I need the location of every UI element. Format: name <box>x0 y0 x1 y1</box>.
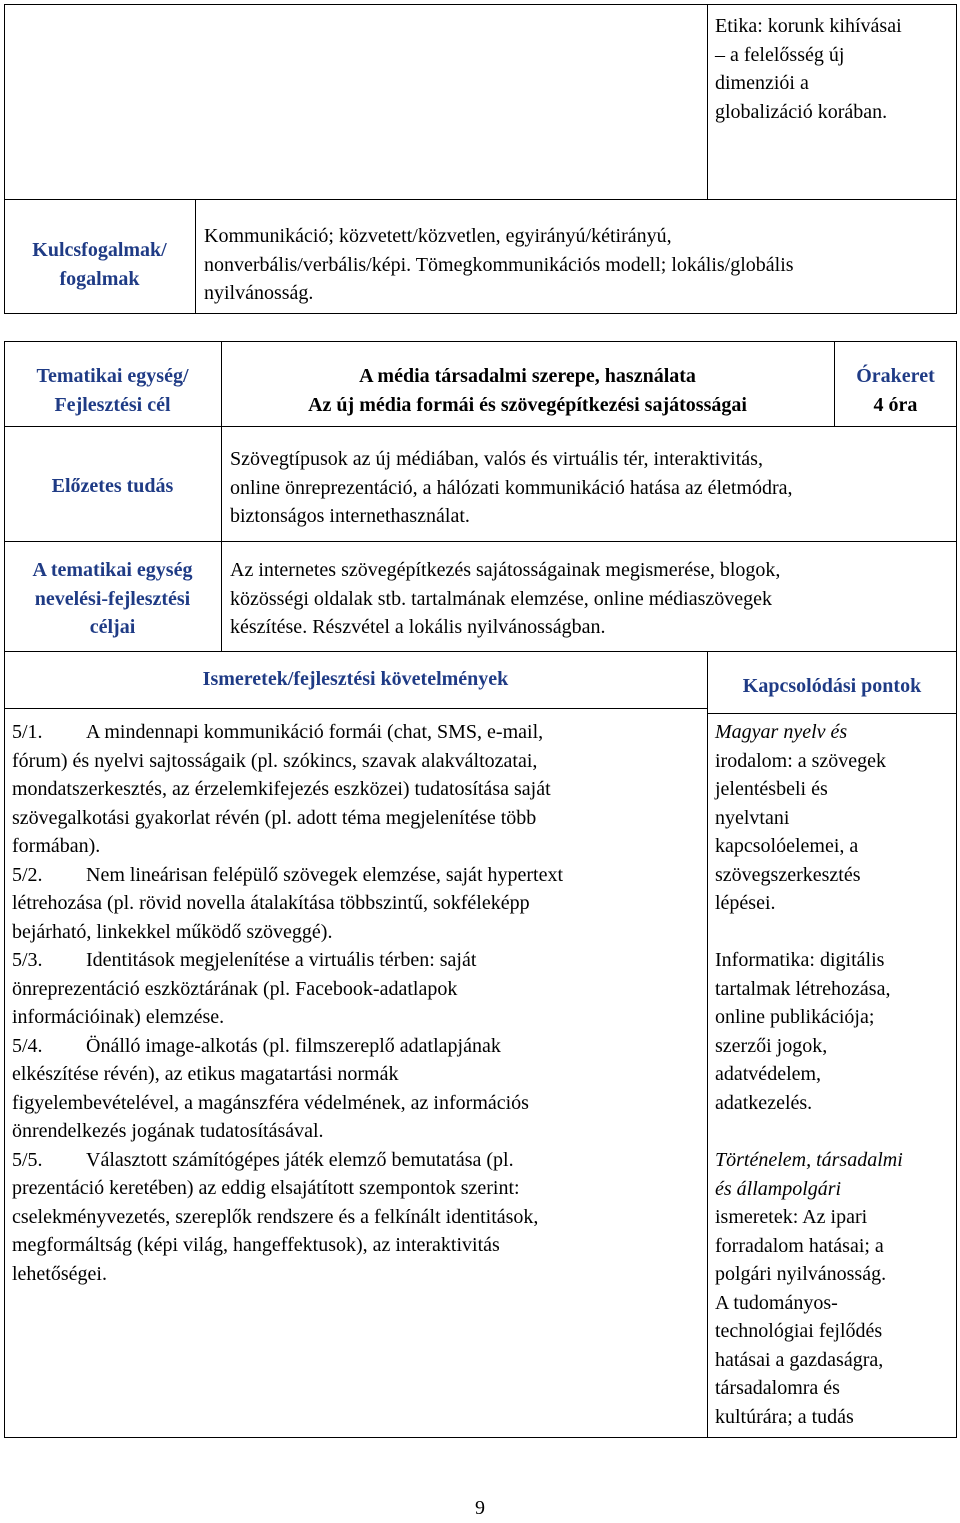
goals-label: A tematikai egység nevelési-fejlesztési céljai <box>32 559 193 638</box>
requirement-item: 5/1. A mindennapi kommunikáció formái (chat, SMS, e-mail, fórum) és nyelvi sajtosságaik (pl. szókincs, szavak alakváltozatai, mondatszerkesztés, az érzelemkifejezés eszközei) tudatosítása saját szövegalkotási gyakorlat révén (pl. adott téma megjelenítése több formában). <box>12 718 702 861</box>
goals-text: Az internetes szövegépítkezés sajátosságainak megismerése, blogok, közösségi oldalak stb. tartalmának elemzése, online médiaszövegek készítése. Részvétel a lokális nyilvánosságban. <box>230 559 781 638</box>
connection-hungarian: Magyar nyelv és irodalom: a szövegek jelentésbeli és nyelvtani kapcsolóelemei, a szövegszerkesztés lépései. <box>715 721 887 914</box>
requirement-item: 5/5. Választott számítógépes játék elemző bemutatása (pl. prezentáció keretében) az eddig elsajátított szempontok szerint: cselekményvezetés, szereplők rendszere és a felkínált identitások, megformáltság (képi világ, hangeffektusok), az interaktivitás lehetőségei. <box>12 1146 702 1289</box>
requirements-header-divider <box>4 708 707 709</box>
requirement-number: 5/4. <box>12 1034 43 1057</box>
connections-header: Kapcsolódási pontok <box>742 675 922 697</box>
top-table-row-divider <box>4 199 957 200</box>
page-number: 9 <box>475 1497 485 1519</box>
requirement-number: 5/5. <box>12 1148 43 1171</box>
requirement-item: 5/3. Identitások megjelenítése a virtuális térben: saját önreprezentáció eszköztárának (pl. Facebook-adatlapok információinak) elemzése. <box>12 946 702 1032</box>
unit-label: Tematikai egység/ Fejlesztési cél <box>36 365 189 416</box>
connection-history: Történelem, társadalmi és állampolgári ismeretek: Az ipari forradalom hatásai; a polgári nyilvánosság. A tudományos- technológiai fejlődés hatásai a gazdaságra, társadalomra és kultúrára; a tudás <box>715 1149 903 1428</box>
connection-informatics: Informatika: digitális tartalmak létrehozása, online publikációja; szerzői jogok, adatvédelem, adatkezelés. <box>715 949 891 1114</box>
top-table-divider-right <box>707 4 708 199</box>
main-row-divider-2 <box>4 541 957 542</box>
requirement-number: 5/3. <box>12 949 43 971</box>
prior-knowledge-label: Előzetes tudás <box>51 475 174 497</box>
requirement-number: 5/1. <box>12 721 43 743</box>
requirements-list <box>12 718 702 1288</box>
main-divider-connections <box>707 651 708 1438</box>
main-row-divider-3 <box>4 651 957 652</box>
unit-title: A média társadalmi szerepe, használata Az új média formái és szövegépítkezési sajátosságai <box>308 365 747 416</box>
requirements-header: Ismeretek/fejlesztési követelmények <box>202 668 509 690</box>
requirement-item: 5/2. Nem lineárisan felépülő szövegek elemzése, saját hypertext létrehozása (pl. rövid novella átalakítása többszintű, sokféleképp bejárható, linkekkel működő szöveggé). <box>12 861 702 947</box>
connections-header-divider <box>707 713 957 714</box>
ethics-text: Etika: korunk kihívásai – a felelősség új dimenziói a globalizáció korában. <box>715 15 902 123</box>
prior-knowledge-text: Szövegtípusok az új médiában, valós és virtuális tér, interaktivitás, online önreprezentáció, a hálózati kommunikáció hatása az életmódra, biztonságos internethasználat. <box>230 448 793 527</box>
hours-label: Órakeret <box>856 365 935 387</box>
key-concepts-label: Kulcsfogalmak/ fogalmak <box>32 239 167 290</box>
requirement-item: 5/4. Önálló image-alkotás (pl. filmszereplő adatlapjának elkészítése révén), az etikus magatartási normák figyelembevételével, a magánszféra védelmének, az információs önrendelkezés jogának tudatosításával. <box>12 1032 702 1146</box>
hours-value: 4 óra <box>873 393 918 416</box>
requirement-number: 5/2. <box>12 863 43 886</box>
top-table-divider-left <box>195 199 196 314</box>
key-concepts-text: Kommunikáció; közvetett/közvetlen, egyirányú/kétirányú, nonverbális/verbális/képi. Tömegkommunikációs modell; lokális/globális nyilvánosság. <box>204 225 794 304</box>
hours-cell <box>834 362 957 419</box>
main-row-divider-1 <box>4 426 957 427</box>
